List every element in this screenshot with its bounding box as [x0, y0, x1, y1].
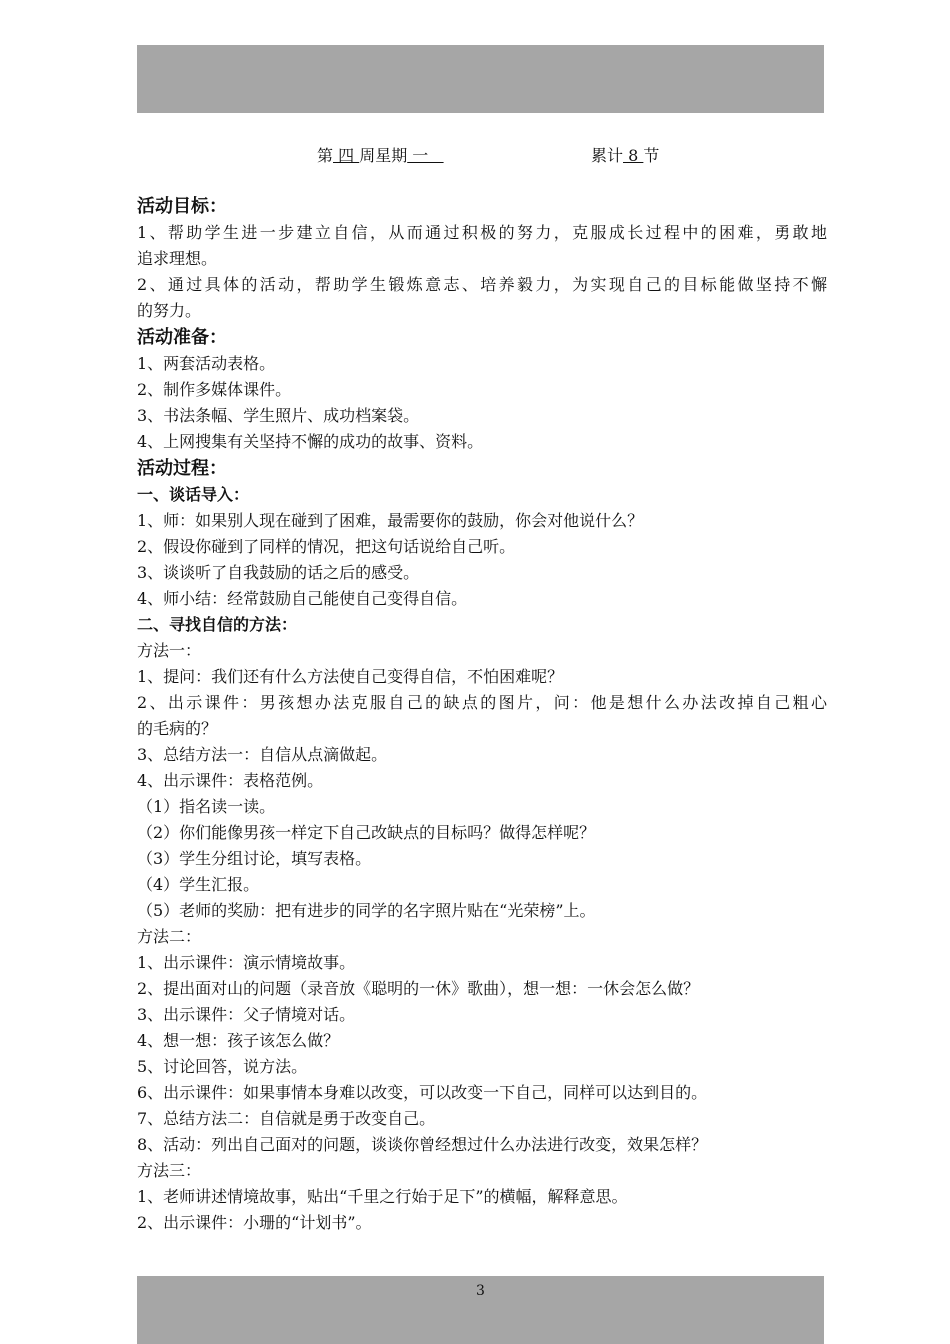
prep-line: 4、上网搜集有关坚持不懈的成功的故事、资料。 — [137, 432, 484, 451]
method1-line: 的毛病的？ — [137, 719, 218, 738]
goal-line: 追求理想。 — [137, 249, 218, 268]
method3-line: 1、老师讲述情境故事，贴出“千里之行始于足下”的横幅，解释意思。 — [137, 1187, 628, 1206]
method1-line: 3、总结方法一：自信从点滴做起。 — [137, 745, 388, 764]
part1-line: 2、假设你碰到了同样的情况，把这句话说给自己听。 — [137, 537, 516, 556]
method2-line: 1、出示课件：演示情境故事。 — [137, 953, 356, 972]
method1-line: （4）学生汇报。 — [137, 875, 260, 894]
method1-line: （5）老师的奖励：把有进步的同学的名字照片贴在“光荣榜”上。 — [137, 901, 596, 920]
lesson-count: 累计 8 节 — [591, 146, 660, 165]
method2-line: 8、活动：列出自己面对的问题，谈谈你曾经想过什么办法进行改变，效果怎样？ — [137, 1135, 708, 1154]
part2-title: 二、寻找自信的方法： — [137, 615, 298, 634]
method3-line: 2、出示课件：小珊的“计划书”。 — [137, 1213, 372, 1232]
part1-line: 4、师小结：经常鼓励自己能使自己变得自信。 — [137, 589, 468, 608]
method2-line: 2、提出面对山的问题（录音放《聪明的一休》歌曲），想一想：一休会怎么做？ — [137, 979, 700, 998]
method2-line: 3、出示课件：父子情境对话。 — [137, 1005, 356, 1024]
method1-line: 4、出示课件：表格范例。 — [137, 771, 324, 790]
goal-line: 的努力。 — [137, 301, 202, 320]
method2-line: 4、想一想：孩子该怎么做？ — [137, 1031, 340, 1050]
method1-line: （3）学生分组讨论，填写表格。 — [137, 849, 372, 868]
method2-line: 5、讨论回答，说方法。 — [137, 1057, 308, 1076]
prep-line: 2、制作多媒体课件。 — [137, 380, 292, 399]
lesson-plan-body — [137, 193, 827, 1236]
method1-line: （1）指名读一读。 — [137, 797, 276, 816]
method3-title: 方法三： — [137, 1161, 202, 1180]
prep-line: 1、两套活动表格。 — [137, 354, 276, 373]
page-number: 3 — [476, 1283, 485, 1299]
section-title-goal: 活动目标： — [137, 196, 227, 217]
method2-title: 方法二： — [137, 927, 202, 946]
method1-line: 2、出示课件：男孩想办法克服自己的缺点的图片，问：他是想什么办法改掉自己粗心 — [137, 693, 827, 712]
part1-line: 3、谈谈听了自我鼓励的话之后的感受。 — [137, 563, 420, 582]
method2-line: 7、总结方法二：自信就是勇于改变自己。 — [137, 1109, 436, 1128]
section-title-prep: 活动准备： — [137, 327, 227, 348]
header-band — [137, 45, 824, 113]
method1-line: 1、提问：我们还有什么方法使自己变得自信，不怕困难呢？ — [137, 667, 564, 686]
goal-line: 1、帮助学生进一步建立自信，从而通过积极的努力，克服成长过程中的困难，勇敢地 — [137, 223, 827, 242]
part1-line: 1、师：如果别人现在碰到了困难，最需要你的鼓励，你会对他说什么？ — [137, 511, 644, 530]
prep-line: 3、书法条幅、学生照片、成功档案袋。 — [137, 406, 420, 425]
method1-line: （2）你们能像男孩一样定下自己改缺点的目标吗？做得怎样呢？ — [137, 823, 596, 842]
section-title-process: 活动过程： — [137, 458, 227, 479]
schedule-line — [137, 143, 824, 167]
method2-line: 6、出示课件：如果事情本身难以改变，可以改变一下自己，同样可以达到目的。 — [137, 1083, 708, 1102]
method1-title: 方法一： — [137, 641, 202, 660]
part1-title: 一、谈话导入： — [137, 485, 250, 504]
goal-line: 2、通过具体的活动，帮助学生锻炼意志、培养毅力，为实现自己的目标能做坚持不懈 — [137, 275, 827, 294]
week-info: 第 四 周星期 一 — [317, 146, 444, 165]
